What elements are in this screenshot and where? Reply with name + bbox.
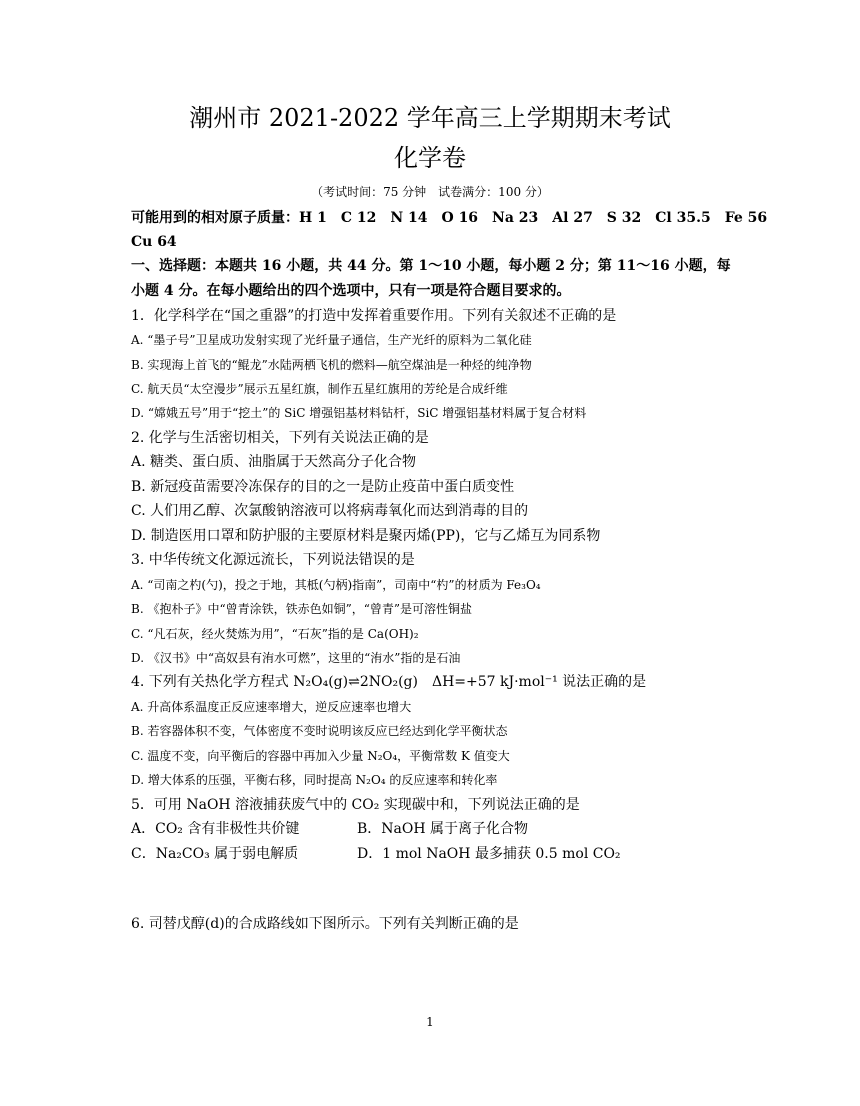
page-number: 1 (426, 1015, 434, 1029)
question-1-option-d: D. “嫦娥五号”用于“挖土”的 SiC 增强铝基材料钻杆，SiC 增强铝基材料属于复合材料 (131, 406, 587, 420)
question-1-stem: 1．化学科学在“国之重器”的打造中发挥着重要作用。下列有关叙述不正确的是 (131, 308, 617, 324)
question-1-option-c: C. 航天员“太空漫步”展示五星红旗，制作五星红旗用的芳纶是合成纤维 (131, 382, 508, 396)
question-2-option-c: C. 人们用乙醇、次氯酸钠溶液可以将病毒氧化而达到消毒的目的 (131, 503, 529, 519)
atomic-masses-line-2: Cu 64 (131, 234, 177, 250)
exam-info: （考试时间：75 分钟 试卷满分：100 分） (311, 185, 549, 199)
question-5-stem: 5．可用 NaOH 溶液捕获废气中的 CO₂ 实现碳中和，下列说法正确的是 (131, 797, 580, 813)
exam-subtitle: 化学卷 (394, 144, 466, 172)
question-3-option-c: C. “凡石灰，经火焚炼为用”，“石灰”指的是 Ca(OH)₂ (131, 627, 419, 641)
question-4-option-b: B. 若容器体积不变，气体密度不变时说明该反应已经达到化学平衡状态 (131, 724, 508, 738)
question-1-option-a: A. “墨子号”卫星成功发射实现了光纤量子通信，生产光纤的原料为二氧化硅 (131, 333, 532, 347)
question-4-option-d: D. 增大体系的压强，平衡右移，同时提高 N₂O₄ 的反应速率和转化率 (131, 773, 498, 787)
section-header-line-2: 小题 4 分。在每小题给出的四个选项中，只有一项是符合题目要求的。 (131, 283, 571, 299)
question-2-option-d: D. 制造医用口罩和防护服的主要原材料是聚丙烯(PP)，它与乙烯互为同系物 (131, 528, 601, 544)
question-4-option-a: A. 升高体系温度正反应速率增大，逆反应速率也增大 (131, 700, 412, 714)
question-3-option-b: B. 《抱朴子》中“曾青涂铁，铁赤色如铜”，“曾青”是可溶性铜盐 (131, 602, 472, 616)
question-3-option-d: D. 《汉书》中“高奴县有洧水可燃”，这里的“洧水”指的是石油 (131, 651, 461, 665)
question-2-option-a: A. 糖类、蛋白质、油脂属于天然高分子化合物 (131, 454, 417, 470)
question-4-option-c: C. 温度不变，向平衡后的容器中再加入少量 N₂O₄，平衡常数 K 值变大 (131, 749, 510, 763)
question-1-option-b: B. 实现海上首飞的“鲲龙”水陆两栖飞机的燃料—航空煤油是一种烃的纯净物 (131, 358, 532, 372)
question-5-option-c: C．Na₂CO₃ 属于弱电解质 (131, 846, 299, 862)
question-2-option-b: B. 新冠疫苗需要冷冻保存的目的之一是防止疫苗中蛋白质变性 (131, 479, 515, 495)
question-5-option-b: B．NaOH 属于离子化合物 (357, 821, 529, 837)
question-6-stem: 6. 司替戊醇(d)的合成路线如下图所示。下列有关判断正确的是 (131, 916, 519, 932)
section-header-line-1: 一、选择题：本题共 16 小题，共 44 分。第 1～10 小题，每小题 2 分；第 11～16 小题，每 (131, 258, 731, 274)
atomic-masses-line-1: 可能用到的相对原子质量：H 1 C 12 N 14 O 16 Na 23 Al 27 S 32 Cl 35.5 Fe 56 (131, 210, 768, 226)
question-5-option-a: A．CO₂ 含有非极性共价键 (131, 821, 300, 837)
question-5-options-row-2 (131, 844, 731, 864)
question-4-stem: 4. 下列有关热化学方程式 N₂O₄(g)⇌2NO₂(g) ΔH=+57 kJ·mol⁻¹ 说法正确的是 (131, 674, 647, 690)
question-5-options-row-1 (131, 819, 731, 839)
exam-title: 潮州市 2021-2022 学年高三上学期期末考试 (189, 104, 671, 132)
question-5-option-d: D．1 mol NaOH 最多捕获 0.5 mol CO₂ (357, 846, 621, 862)
question-3-stem: 3. 中华传统文化源远流长，下列说法错误的是 (131, 552, 415, 568)
question-3-option-a: A. “司南之杓(勺)，投之于地，其柢(勺柄)指南”，司南中“杓”的材质为 Fe₃O₄ (131, 578, 541, 592)
question-2-stem: 2. 化学与生活密切相关，下列有关说法正确的是 (131, 430, 429, 446)
